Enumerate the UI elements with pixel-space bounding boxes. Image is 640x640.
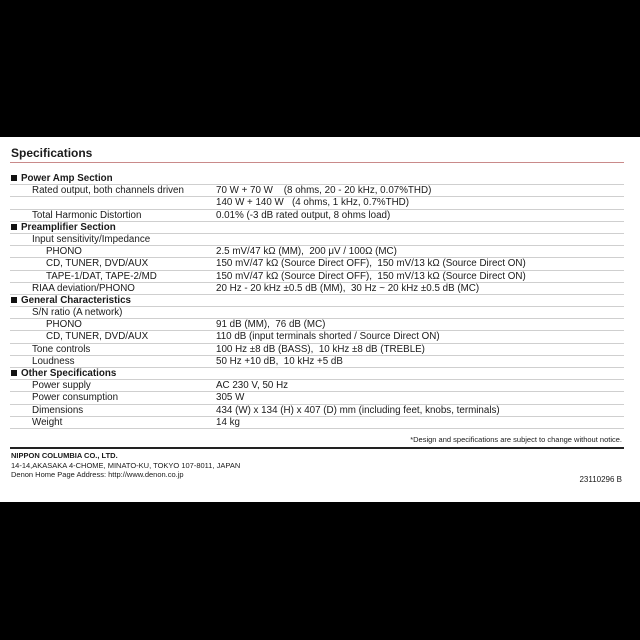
spec-value: 0.01% (-3 dB rated output, 8 ohms load) <box>216 209 391 221</box>
spec-value: 100 Hz ±8 dB (BASS), 10 kHz ±8 dB (TREBLE) <box>216 343 425 355</box>
spec-row <box>0 246 640 258</box>
disclaimer-note: *Design and specifications are subject to change without notice. <box>410 435 622 444</box>
spec-label: PHONO <box>46 319 82 331</box>
spec-label: Weight <box>32 416 63 428</box>
spec-value: 150 mV/47 kΩ (Source Direct OFF), 150 mV/13 kΩ (Source Direct ON) <box>216 258 526 270</box>
spec-label: CD, TUNER, DVD/AUX <box>46 258 149 270</box>
footer-divider <box>10 447 624 449</box>
spec-table <box>0 173 640 429</box>
spec-row <box>0 258 640 270</box>
spec-row <box>0 197 640 209</box>
spec-label: Power supply <box>32 380 91 392</box>
spec-value: 14 kg <box>216 416 240 428</box>
spec-row <box>0 234 640 246</box>
section-title-text: Power Amp Section <box>21 173 113 184</box>
title-divider <box>10 162 624 163</box>
row-divider <box>10 428 624 429</box>
spec-value: 50 Hz +10 dB, 10 kHz +5 dB <box>216 355 343 367</box>
spec-label: RIAA deviation/PHONO <box>32 282 135 294</box>
spec-row <box>0 307 640 319</box>
spec-value: 91 dB (MM), 76 dB (MC) <box>216 319 326 331</box>
spec-label: TAPE-1/DAT, TAPE-2/MD <box>46 270 157 282</box>
spec-label: Total Harmonic Distortion <box>32 209 142 221</box>
spec-value: AC 230 V, 50 Hz <box>216 380 289 392</box>
spec-row <box>0 185 640 197</box>
section-header <box>0 173 640 185</box>
square-bullet-icon <box>11 370 17 376</box>
homepage-address: Denon Home Page Address: http://www.denon.co.jp <box>11 470 184 479</box>
square-bullet-icon <box>11 297 17 303</box>
spec-value: 20 Hz - 20 kHz ±0.5 dB (MM), 30 Hz ~ 20 kHz ±0.5 dB (MC) <box>216 282 480 294</box>
spec-row <box>0 417 640 429</box>
section-header <box>0 295 640 307</box>
spec-label: CD, TUNER, DVD/AUX <box>46 331 149 343</box>
spec-row <box>0 331 640 343</box>
spec-label: Power consumption <box>32 392 119 404</box>
page-title: Specifications <box>11 146 93 160</box>
spec-label: Loudness <box>32 355 75 367</box>
spec-label: Tone controls <box>32 343 91 355</box>
spec-value: 434 (W) x 134 (H) x 407 (D) mm (including feet, knobs, terminals) <box>216 404 500 416</box>
spec-row <box>0 344 640 356</box>
spec-row <box>0 210 640 222</box>
spec-row <box>0 271 640 283</box>
section-header <box>0 222 640 234</box>
document-code: 23110296 B <box>579 475 622 484</box>
square-bullet-icon <box>11 224 17 230</box>
square-bullet-icon <box>11 175 17 181</box>
spec-row <box>0 380 640 392</box>
spec-value: 110 dB (input terminals shorted / Source Direct ON) <box>216 331 440 343</box>
section-title-text: General Characteristics <box>21 294 131 306</box>
spec-row <box>0 356 640 368</box>
spec-label: Dimensions <box>32 404 84 416</box>
spec-label: S/N ratio (A network) <box>32 307 123 319</box>
spec-row <box>0 319 640 331</box>
spec-row <box>0 405 640 417</box>
spec-label: Input sensitivity/Impedance <box>32 233 151 245</box>
section-title-text: Other Specifications <box>21 368 117 379</box>
spec-value: 305 W <box>216 392 245 404</box>
spec-value: 2.5 mV/47 kΩ (MM), 200 μV / 100Ω (MC) <box>216 246 397 258</box>
spec-row <box>0 283 640 295</box>
spec-value: 150 mV/47 kΩ (Source Direct OFF), 150 mV/13 kΩ (Source Direct ON) <box>216 270 526 282</box>
spec-sheet <box>0 137 640 502</box>
spec-label: PHONO <box>46 246 82 258</box>
section-header <box>0 368 640 380</box>
spec-row <box>0 392 640 404</box>
spec-label: Rated output, both channels driven <box>32 185 184 197</box>
company-name: NIPPON COLUMBIA CO., LTD. <box>11 451 118 460</box>
spec-value: 70 W + 70 W (8 ohms, 20 - 20 kHz, 0.07%THD) <box>216 185 432 197</box>
spec-value: 140 W + 140 W (4 ohms, 1 kHz, 0.7%THD) <box>216 197 410 209</box>
section-title-text: Preamplifier Section <box>21 221 116 233</box>
company-address: 14-14,AKASAKA 4-CHOME, MINATO-KU, TOKYO 107-8011, JAPAN <box>11 461 241 470</box>
